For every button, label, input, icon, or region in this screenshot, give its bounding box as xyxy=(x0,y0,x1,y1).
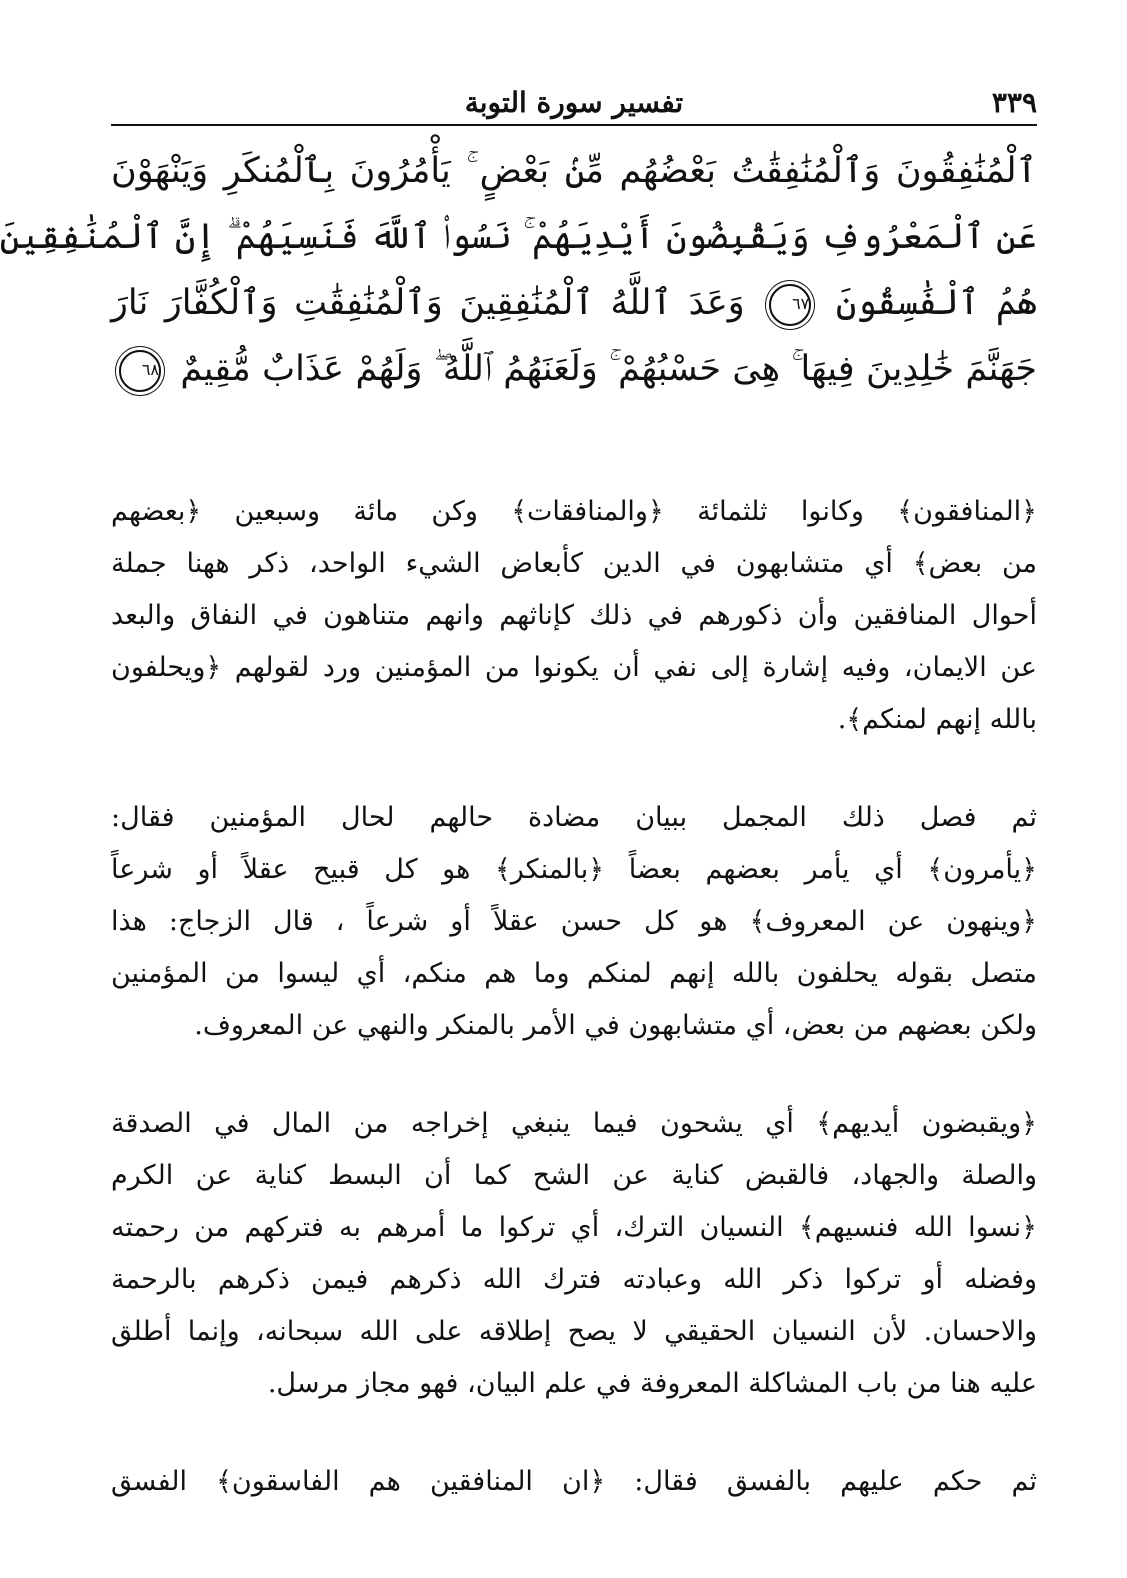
text-line: أحوال المنافقين وأن ذكورهم في ذلك كإناثهم وانهم متناهون في النفاق والبعد xyxy=(111,600,1037,631)
text-line: عن الايمان، وفيه إشارة إلى نفي أن يكونوا من المؤمنين ورد لقولهم ﴿ويحلفون xyxy=(111,652,1037,683)
text-line: والاحسان. لأن النسيان الحقيقي لا يصح إطلاقه على الله سبحانه، وإنما أطلق xyxy=(111,1316,1037,1347)
text-line: ﴿يأمرون﴾ أي يأمر بعضهم بعضاً ﴿بالمنكر﴾ هو كل قبيح عقلاً أو شرعاً xyxy=(111,854,1037,885)
text-line: عليه هنا من باب المشاكلة المعروفة في علم البيان، فهو مجاز مرسل. xyxy=(267,1368,1037,1399)
commentary-paragraph xyxy=(111,792,1037,1052)
verse-line xyxy=(111,336,1037,402)
commentary-paragraph xyxy=(111,1098,1037,1410)
text-line: ﴿المنافقون﴾ وكانوا ثلثمائة ﴿والمنافقات﴾ وكن مائة وسبعين ﴿بعضهم xyxy=(111,496,1037,527)
verse-line xyxy=(111,138,1037,204)
quran-verses xyxy=(0,138,1037,402)
verse-text: جَهَنَّمَ خَٰلِدِينَ فِيهَا ۚ هِىَ حَسْبُهُمْ ۚ وَلَعَنَهُمُ ٱللَّهُ ۖ وَلَهُمْ عَذَابٌ مُّقِيمٌ xyxy=(180,349,1037,389)
verse-text: هُمُ ٱلْفَٰسِقُونَ xyxy=(835,283,1037,323)
commentary-paragraph xyxy=(111,1456,1037,1508)
verse-text: ٱلْمُنَٰفِقُونَ وَٱلْمُنَٰفِقَٰتُ بَعْضُهُم مِّنۢ بَعْضٍ ۚ يَأْمُرُونَ بِٱلْمُنكَرِ وَيَنْهَوْنَ xyxy=(111,151,1037,191)
verse-text: عَنِ ٱلْمَعْرُوفِ وَيَقْبِضُونَ أَيْدِيَهُمْ ۚ نَسُوا۟ ٱللَّهَ فَنَسِيَهُمْ ۗ إِنَّ ٱلْمُنَٰفِقِينَ xyxy=(0,217,1037,257)
ayah-number-marker: ٦٧ xyxy=(769,284,811,326)
text-line: ﴿نسوا الله فنسيهم﴾ النسيان الترك، أي تركوا ما أمرهم به فتركهم من رحمته xyxy=(111,1212,1037,1243)
verse-line xyxy=(0,204,1037,270)
running-title: تفسير سورة التوبة xyxy=(464,86,684,119)
commentary-text xyxy=(111,486,1037,1554)
verse-line xyxy=(111,270,1037,336)
text-line: والصلة والجهاد، فالقبض كناية عن الشح كما أن البسط كناية عن الكرم xyxy=(111,1160,1037,1191)
ayah-number-marker: ٦٨ xyxy=(119,350,161,392)
page-header xyxy=(111,82,1037,126)
text-line: وفضله أو تركوا ذكر الله وعبادته فترك الله ذكرهم فيمن ذكرهم بالرحمة xyxy=(111,1264,1037,1295)
text-line: ﴿ويقبضون أيديهم﴾ أي يشحون فيما ينبغي إخراجه من المال في الصدقة xyxy=(111,1108,1037,1139)
text-line: ولكن بعضهم من بعض، أي متشابهون في الأمر بالمنكر والنهي عن المعروف. xyxy=(194,1010,1037,1041)
text-line: ثم فصل ذلك المجمل ببيان مضادة حالهم لحال المؤمنين فقال: xyxy=(111,802,1037,833)
text-line: متصل بقوله يحلفون بالله إنهم لمنكم وما هم منكم، أي ليسوا من المؤمنين xyxy=(111,958,1037,989)
text-line: ﴿وينهون عن المعروف﴾ هو كل حسن عقلاً أو شرعاً ، قال الزجاج: هذا xyxy=(111,906,1037,937)
text-line: بالله إنهم لمنكم﴾. xyxy=(837,704,1037,735)
verse-text: وَعَدَ ٱللَّهُ ٱلْمُنَٰفِقِينَ وَٱلْمُنَٰفِقَٰتِ وَٱلْكُفَّارَ نَارَ xyxy=(111,283,745,323)
page-number: ٣٣٩ xyxy=(991,86,1037,119)
text-line: ثم حكم عليهم بالفسق فقال: ﴿ان المنافقين هم الفاسقون﴾ الفسق xyxy=(111,1466,1037,1497)
text-line: من بعض﴾ أي متشابهون في الدين كأبعاض الشيء الواحد، ذكر ههنا جملة xyxy=(111,548,1037,579)
header-divider xyxy=(111,124,1037,126)
commentary-paragraph xyxy=(111,486,1037,746)
